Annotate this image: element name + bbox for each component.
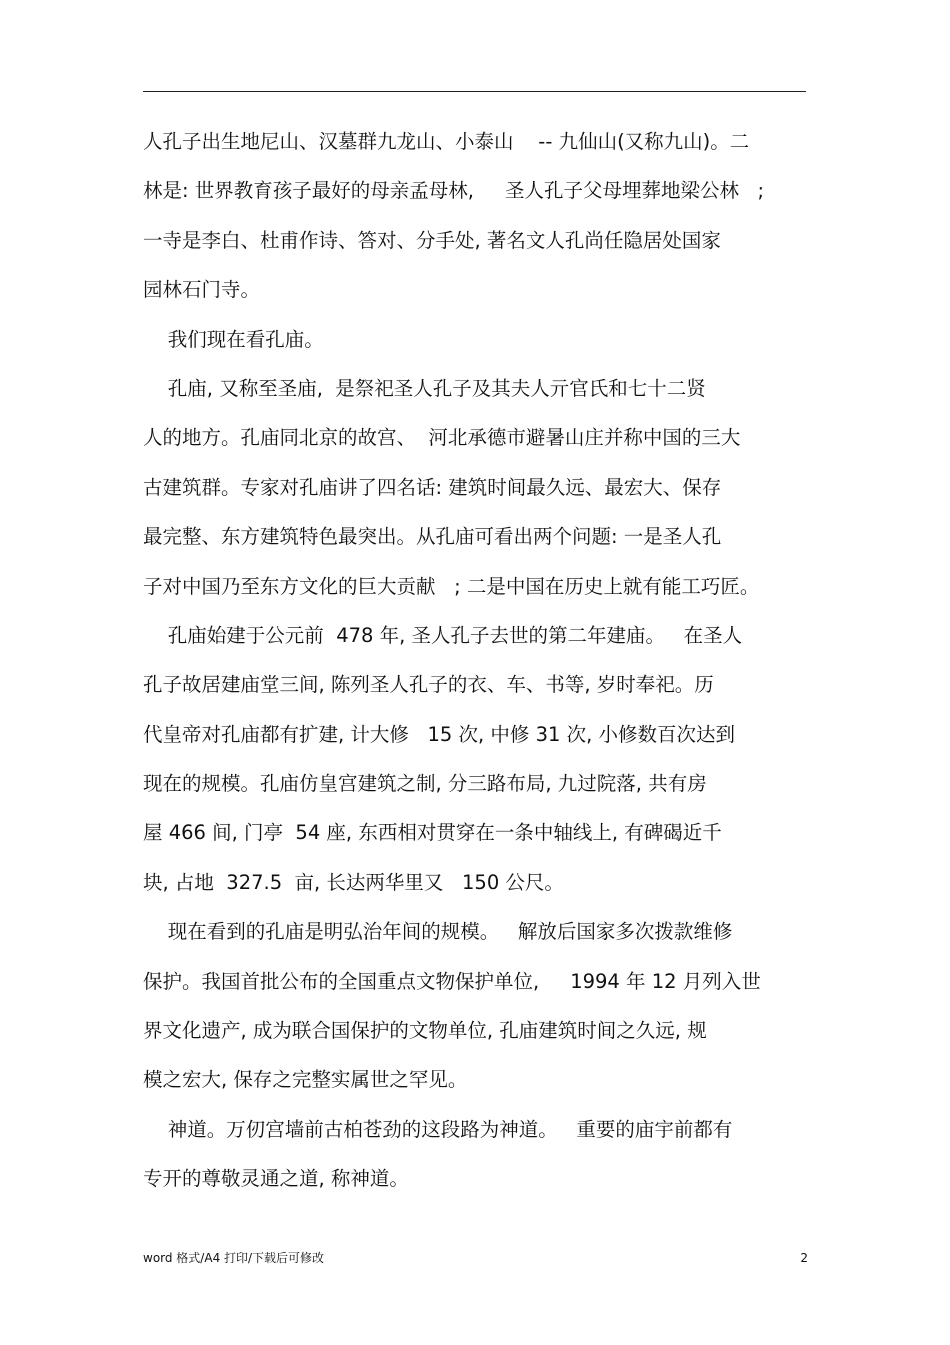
text-line-12: 孔子故居建庙堂三间, 陈列圣人孔子的衣、车、书等, 岁时奉祀。历 — [143, 673, 714, 697]
text-line-10: 子对中国乃至东方文化的巨大贡献 ; 二是中国在历史上就有能工巧匠。 — [143, 574, 760, 598]
footer-note: word 格式/A4 打印/下载后可修改 — [143, 1251, 325, 1265]
text-line-2: 林是: 世界教育孩子最好的母亲孟母林, 圣人孔子父母埋葬地梁公林 ; — [143, 179, 765, 203]
text-line-6: 孔庙, 又称至圣庙, 是祭祀圣人孔子及其夫人亓官氏和七十二贤 — [143, 376, 706, 400]
text-line-4: 园林石门寺。 — [143, 278, 261, 302]
text-line-1: 人孔子出生地尼山、汉墓群九龙山、小泰山 -- 九仙山(又称九山)。二 — [143, 130, 750, 153]
body-text — [143, 122, 808, 1209]
text-line-19: 界文化遗产, 成为联合国保护的文物单位, 孔庙建筑时间之久远, 规 — [143, 1019, 707, 1043]
page-number: 2 — [800, 1251, 808, 1265]
text-line-8: 古建筑群。专家对孔庙讲了四名话: 建筑时间最久远、最宏大、保存 — [143, 475, 722, 499]
text-line-3: 一寺是李白、杜甫作诗、答对、分手处, 著名文人孔尚任隐居处国家 — [143, 228, 721, 252]
text-line-15: 屋 466 间, 门亭 54 座, 东西相对贯穿在一条中轴线上, 有碑碣近千 — [143, 821, 722, 845]
text-line-20: 模之宏大, 保存之完整实属世之罕见。 — [143, 1068, 468, 1092]
header-rule — [143, 91, 806, 92]
text-line-17: 现在看到的孔庙是明弘治年间的规模。 解放后国家多次拨款维修 — [143, 920, 733, 944]
text-line-7: 人的地方。孔庙同北京的故宫、 河北承德市避暑山庄并称中国的三大 — [143, 426, 741, 450]
text-line-22: 专开的尊敬灵通之道, 称神道。 — [143, 1167, 409, 1191]
text-line-16: 块, 占地 327.5 亩, 长达两华里又 150 公尺。 — [143, 870, 564, 894]
text-line-5: 我们现在看孔庙。 — [143, 327, 324, 351]
text-line-11: 孔庙始建于公元前 478 年, 圣人孔子去世的第二年建庙。 在圣人 — [143, 623, 743, 647]
text-line-14: 现在的规模。孔庙仿皇宫建筑之制, 分三路布局, 九过院落, 共有房 — [143, 772, 707, 796]
text-line-9: 最完整、东方建筑特色最突出。从孔庙可看出两个问题: 一是圣人孔 — [143, 525, 722, 549]
text-line-18: 保护。我国首批公布的全国重点文物保护单位, 1994 年 12 月列入世 — [143, 969, 761, 993]
text-line-13: 代皇帝对孔庙都有扩建, 计大修 15 次, 中修 31 次, 小修数百次达到 — [143, 722, 736, 746]
text-line-21: 神道。万仞宫墙前古柏苍劲的这段路为神道。 重要的庙宇前都有 — [143, 1117, 733, 1141]
